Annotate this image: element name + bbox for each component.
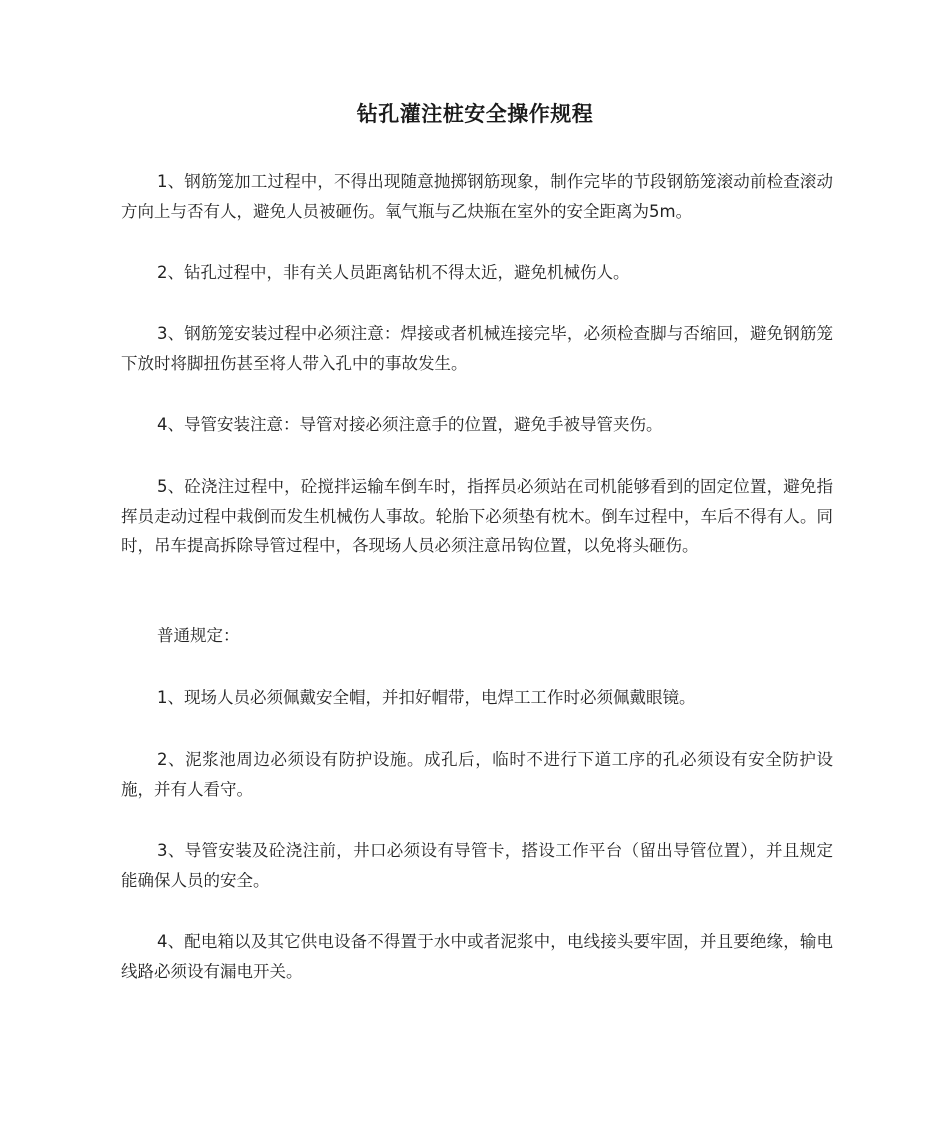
paragraph-rebar-installation: 3、钢筋笼安装过程中必须注意：焊接或者机械连接完毕，必须检查脚与否缩回，避免钢筋笼下放时将脚扭伤甚至将人带入孔中的事故发生。: [121, 324, 833, 373]
paragraph-electrical-rule: 4、配电箱以及其它供电设备不得置于水中或者泥浆中，电线接头要牢固，并且要绝缘，输电线路必须设有漏电开关。: [121, 932, 833, 981]
paragraph-wellhead-rule: 3、导管安装及砼浇注前，井口必须设有导管卡，搭设工作平台（留出导管位置），并且规定能确保人员的安全。: [121, 841, 833, 890]
paragraph-slurry-pit-rule: 2、泥浆池周边必须设有防护设施。成孔后，临时不进行下道工序的孔必须设有安全防护设施，并有人看守。: [121, 750, 833, 799]
paragraph-drilling: 2、钻孔过程中，非有关人员距离钻机不得太近，避免机械伤人。: [157, 263, 630, 282]
paragraph-pipe-installation: 4、导管安装注意：导管对接必须注意手的位置，避免手被导管夹伤。: [157, 415, 663, 434]
paragraph-rebar-processing: 1、钢筋笼加工过程中，不得出现随意抛掷钢筋现象，制作完毕的节段钢筋笼滚动前检查滚动方向上与否有人，避免人员被砸伤。氧气瓶与乙炔瓶在室外的安全距离为5m。: [121, 172, 833, 221]
document-title: 钻孔灌注桩安全操作规程: [356, 102, 594, 126]
paragraph-helmet-rule: 1、现场人员必须佩戴安全帽，并扣好帽带，电焊工工作时必须佩戴眼镜。: [157, 688, 696, 707]
paragraph-concrete-pouring: 5、砼浇注过程中，砼搅拌运输车倒车时，指挥员必须站在司机能够看到的固定位置，避免指挥员走动过程中栽倒而发生机械伤人事故。轮胎下必须垫有枕木。倒车过程中，车后不得有人。同时，吊车提高拆除导管过程中，各现场人员必须注意吊钩位置，以免将头砸伤。: [121, 477, 833, 555]
section-heading-general-rules: 普通规定：: [157, 626, 240, 645]
